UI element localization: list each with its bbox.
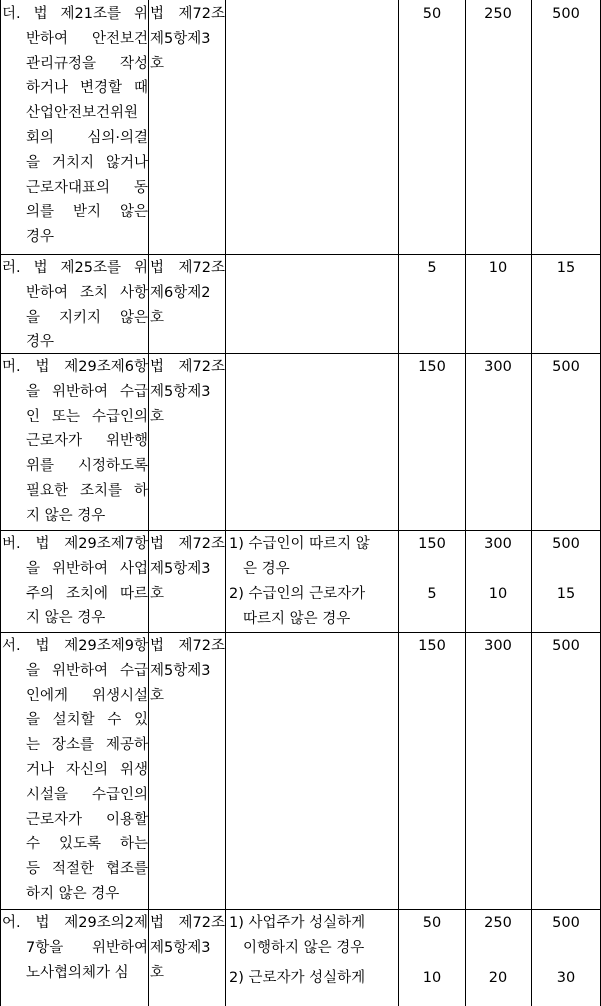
third-offense-amount: 15: [556, 260, 576, 276]
basis-line: 제5항제3: [150, 662, 211, 679]
description-line: 지 않은 경우: [26, 507, 106, 524]
description-line: 는 장소를 제공하: [26, 737, 148, 754]
description-line: 반하여 조치 사항: [26, 284, 148, 301]
description-line: 하지 않은 경우: [26, 885, 120, 902]
description-line: 회의 심의·의결: [26, 129, 148, 146]
description-line: 주의 조치에 따르: [26, 585, 148, 602]
description-line: 의를 받지 않은: [26, 204, 148, 221]
column-divider-detail: [225, 0, 226, 1006]
description-line: 등 적절한 협조를: [26, 861, 148, 878]
third-offense-amount: 500: [552, 6, 580, 22]
detail-line: 이행하지 않은 경우: [243, 939, 365, 956]
basis-line: 제5항제3: [150, 560, 211, 577]
violation-description: [2, 532, 148, 631]
basis-line: 호: [150, 964, 165, 981]
column-divider-amount1: [398, 0, 399, 1006]
third-offense-amount: 500: [552, 359, 580, 375]
description-line: 하거나 변경할 때: [26, 80, 148, 97]
detail-line: 따르지 않은 경우: [243, 610, 351, 627]
description-line: 산업안전보건위원: [26, 105, 139, 122]
basis-line: 법 제72조: [150, 638, 225, 654]
second-offense-amount: 300: [484, 536, 512, 552]
basis-line: 제5항제3: [150, 939, 211, 956]
description-line: 서. 법 제29조제9항: [2, 638, 148, 654]
description-line: 노사협의체가 심: [26, 964, 129, 981]
violation-description: [2, 634, 148, 907]
basis-line: 제5항제3: [150, 383, 211, 400]
violation-description: [2, 2, 148, 250]
basis-line: 법 제72조: [150, 6, 225, 22]
basis-line: 제5항제3: [150, 30, 211, 47]
violation-description: [2, 355, 148, 529]
basis-line: 호: [150, 408, 165, 425]
description-line: 반하여 안전보건: [26, 30, 148, 47]
second-offense-amount: 300: [484, 359, 512, 375]
first-offense-amount: 150: [418, 638, 446, 654]
violation-description: [2, 256, 148, 355]
basis-line: 호: [150, 687, 165, 704]
description-line: 을 지키지 않은: [26, 309, 148, 326]
violation-detail: [229, 911, 396, 961]
legal-basis: [150, 256, 225, 330]
first-offense-amount: 150: [418, 536, 446, 552]
legal-basis: [150, 911, 225, 985]
description-line: 거나 자신의 위생: [26, 761, 148, 778]
violation-detail: [229, 582, 396, 632]
description-line: 근로자가 위반행: [26, 433, 148, 450]
first-offense-amount: 150: [418, 359, 446, 375]
third-offense-amount: 15: [556, 586, 576, 602]
legal-basis: [150, 634, 225, 708]
second-offense-amount: 20: [488, 970, 508, 986]
second-offense-amount: 10: [488, 586, 508, 602]
description-line: 필요한 조치를 하: [26, 482, 148, 499]
description-line: 위를 시정하도록: [26, 458, 148, 475]
second-offense-amount: 10: [488, 260, 508, 276]
row-divider: [0, 909, 601, 910]
description-line: 을 위반하여 사업: [26, 560, 148, 577]
description-line: 인에게 위생시설: [26, 687, 148, 704]
description-line: 시설을 수급인의: [26, 786, 148, 803]
basis-line: 법 제72조: [150, 915, 225, 931]
column-divider-basis: [148, 0, 149, 1006]
third-offense-amount: 500: [552, 536, 580, 552]
detail-line: 2) 근로자가 성실하게: [229, 970, 366, 986]
third-offense-amount: 500: [552, 638, 580, 654]
description-line: 어. 법 제29조의2제: [2, 915, 148, 931]
description-line: 을 위반하여 수급: [26, 662, 148, 679]
violation-detail: [229, 532, 396, 582]
second-offense-amount: 250: [484, 915, 512, 931]
legal-basis: [150, 532, 225, 606]
violation-description: [2, 911, 148, 985]
first-offense-amount: 10: [422, 970, 442, 986]
third-offense-amount: 500: [552, 915, 580, 931]
row-divider: [0, 254, 601, 255]
description-line: 관리규정을 작성: [26, 55, 148, 72]
row-divider: [0, 530, 601, 531]
first-offense-amount: 5: [427, 586, 437, 602]
second-offense-amount: 300: [484, 638, 512, 654]
detail-line: 은 경우: [243, 560, 290, 577]
basis-line: 호: [150, 55, 165, 72]
detail-line: 2) 수급인의 근로자가: [229, 586, 366, 602]
table-border-left: [0, 0, 1, 1006]
violation-detail: [229, 966, 396, 991]
basis-line: 제6항제2: [150, 284, 211, 301]
description-line: 을 위반하여 수급: [26, 383, 148, 400]
description-line: 인 또는 수급인의: [26, 408, 148, 425]
description-line: 을 거치지 않거나: [26, 154, 148, 171]
first-offense-amount: 50: [422, 6, 442, 22]
description-line: 더. 법 제21조를 위: [2, 6, 148, 22]
detail-line: 1) 수급인이 따르지 않: [229, 536, 370, 552]
basis-line: 법 제72조: [150, 260, 225, 276]
first-offense-amount: 50: [422, 915, 442, 931]
column-divider-amount2: [465, 0, 466, 1006]
first-offense-amount: 5: [427, 260, 437, 276]
description-line: 7항을 위반하여: [26, 939, 148, 956]
second-offense-amount: 250: [484, 6, 512, 22]
legal-basis: [150, 355, 225, 429]
row-divider: [0, 632, 601, 633]
description-line: 수 있도록 하는: [26, 836, 148, 853]
description-line: 근로자가 이용할: [26, 811, 148, 828]
description-line: 지 않은 경우: [26, 610, 106, 627]
column-divider-amount3: [531, 0, 532, 1006]
basis-line: 호: [150, 585, 165, 602]
third-offense-amount: 30: [556, 970, 576, 986]
basis-line: 호: [150, 309, 165, 326]
description-line: 경우: [26, 229, 55, 246]
description-line: 머. 법 제29조제6항: [2, 359, 148, 375]
legal-basis: [150, 2, 225, 76]
detail-line: 1) 사업주가 성실하게: [229, 915, 366, 931]
basis-line: 법 제72조: [150, 536, 225, 552]
description-line: 버. 법 제29조제7항: [2, 536, 148, 552]
basis-line: 법 제72조: [150, 359, 225, 375]
description-line: 근로자대표의 동: [26, 179, 148, 196]
description-line: 경우: [26, 334, 55, 351]
description-line: 러. 법 제25조를 위: [2, 260, 148, 276]
description-line: 을 설치할 수 있: [26, 712, 148, 729]
